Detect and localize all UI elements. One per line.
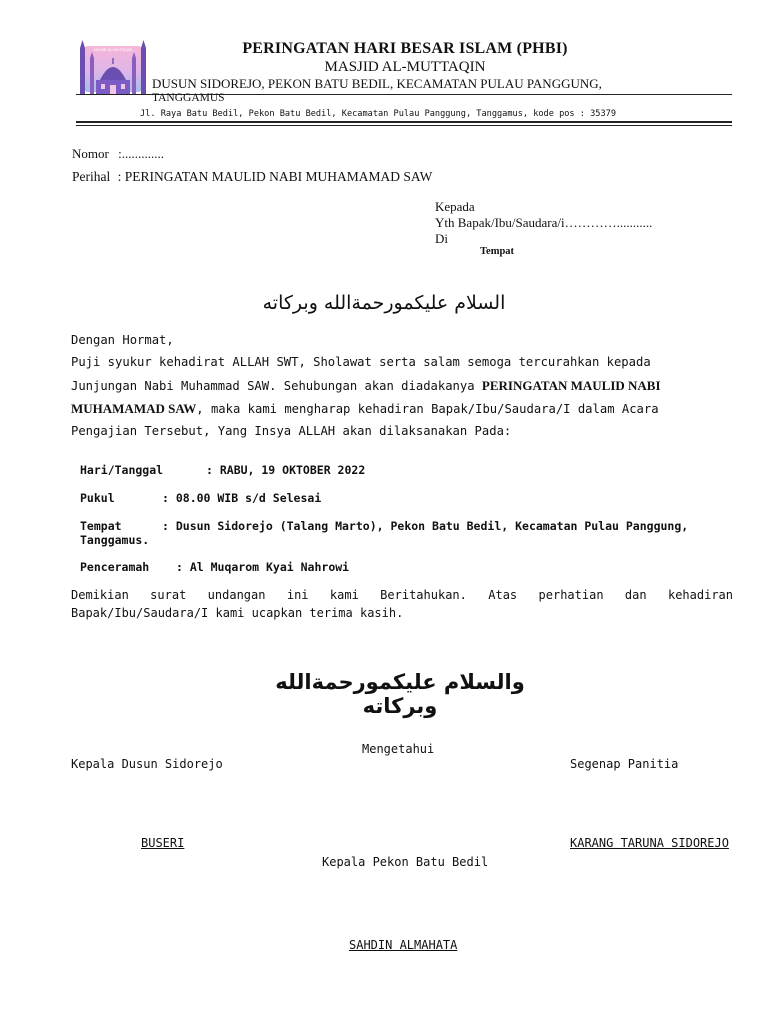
sign-left-title: Kepala Dusun Sidorejo	[71, 757, 223, 771]
detail-tempat	[80, 519, 688, 533]
detail-tempat-value: : Dusun Sidorejo (Talang Marto), Pekon Batu Bedil, Kecamatan Pulau Panggung,	[162, 519, 689, 533]
sign-left-name: BUSERI	[141, 836, 185, 850]
recipient-kepada: Kepada	[435, 199, 475, 214]
nomor-label: Nomor	[72, 146, 109, 161]
header-rule-top	[76, 94, 732, 95]
svg-text:MASJID AL-MUTTAQIN: MASJID AL-MUTTAQIN	[93, 48, 133, 52]
header-street-address: Jl. Raya Batu Bedil, Pekon Batu Bedil, Kecamatan Pulau Panggung, Tanggamus, kode pos : 35379	[140, 109, 616, 119]
header-address-line2: TANGGAMUS	[152, 92, 225, 104]
header-rule-bottom-thin	[76, 125, 732, 126]
nomor-row	[72, 146, 164, 162]
detail-pukul-value: : 08.00 WIB s/d Selesai	[162, 491, 322, 505]
sign-mengetahui: Mengetahui	[362, 742, 435, 756]
detail-tempat-label: Tempat	[80, 519, 122, 533]
body-line-2-text: Junjungan Nabi Muhammad SAW. Sehubungan akan diadakanya	[71, 379, 475, 393]
perihal-row	[72, 169, 432, 185]
body-line-3-text: , maka kami mengharap kehadiran Bapak/Ibu/Saudara/I dalam Acara	[196, 402, 659, 416]
detail-hari	[80, 463, 365, 477]
detail-tempat-cont: Tanggamus.	[80, 533, 150, 547]
body-event-name: PERINGATAN MAULID NABI	[481, 378, 661, 393]
closing-line-1: Demikian surat undangan ini kami Beritahukan. Atas perhatian dan kehadiran	[71, 588, 733, 602]
perihal-label: Perihal	[72, 169, 111, 184]
closing-line-2: Bapak/Ibu/Saudara/I kami ucapkan terima kasih.	[71, 606, 404, 620]
mosque-logo	[76, 40, 150, 96]
recipient-yth: Yth Bapak/Ibu/Saudara/i…………...........	[435, 215, 653, 230]
greeting: Dengan Hormat,	[71, 333, 174, 347]
body-line-1: Puji syukur kehadirat ALLAH SWT, Sholawat serta salam semoga tercurahkan kepada	[71, 355, 651, 369]
sign-center-title: Kepala Pekon Batu Bedil	[322, 855, 489, 869]
header-rule-bottom-thick	[76, 121, 732, 123]
body-line-3	[71, 401, 659, 417]
salam-closing: والسلام عليكمورحمةالله وبركاته	[275, 670, 525, 718]
sign-right-name: KARANG TARUNA SIDOREJO	[570, 836, 729, 850]
perihal-value: : PERINGATAN MAULID NABI MUHAMAMAD SAW	[117, 169, 433, 184]
header-mosque-name: MASJID AL-MUTTAQIN	[324, 59, 486, 75]
body-line-2	[71, 378, 661, 394]
detail-penceramah-label: Penceramah	[80, 560, 150, 574]
detail-penceramah-value: : Al Muqarom Kyai Nahrowi	[176, 560, 350, 574]
salam-opening: السلام عليكمورحمةالله وبركاته	[262, 292, 506, 314]
recipient-di: Di	[435, 231, 448, 246]
header-address-line1: DUSUN SIDOREJO, PEKON BATU BEDIL, KECAMATAN PULAU PANGGUNG,	[152, 76, 602, 91]
body-event-name-cont: MUHAMAMAD SAW	[71, 401, 197, 416]
mosque-logo-icon	[76, 40, 150, 96]
nomor-value: :.............	[118, 146, 164, 161]
recipient-tempat: Tempat	[480, 246, 515, 257]
detail-penceramah	[80, 560, 349, 574]
detail-hari-label: Hari/Tanggal	[80, 463, 164, 477]
detail-pukul-label: Pukul	[80, 491, 115, 505]
body-line-4: Pengajian Tersebut, Yang Insya ALLAH akan dilaksanakan Pada:	[71, 424, 512, 438]
sign-right-title: Segenap Panitia	[570, 757, 679, 771]
sign-center-name: SAHDIN ALMAHATA	[349, 938, 458, 952]
detail-hari-value: : RABU, 19 OKTOBER 2022	[206, 463, 366, 477]
detail-pukul	[80, 491, 321, 505]
header-title: PERINGATAN HARI BESAR ISLAM (PHBI)	[242, 40, 568, 57]
